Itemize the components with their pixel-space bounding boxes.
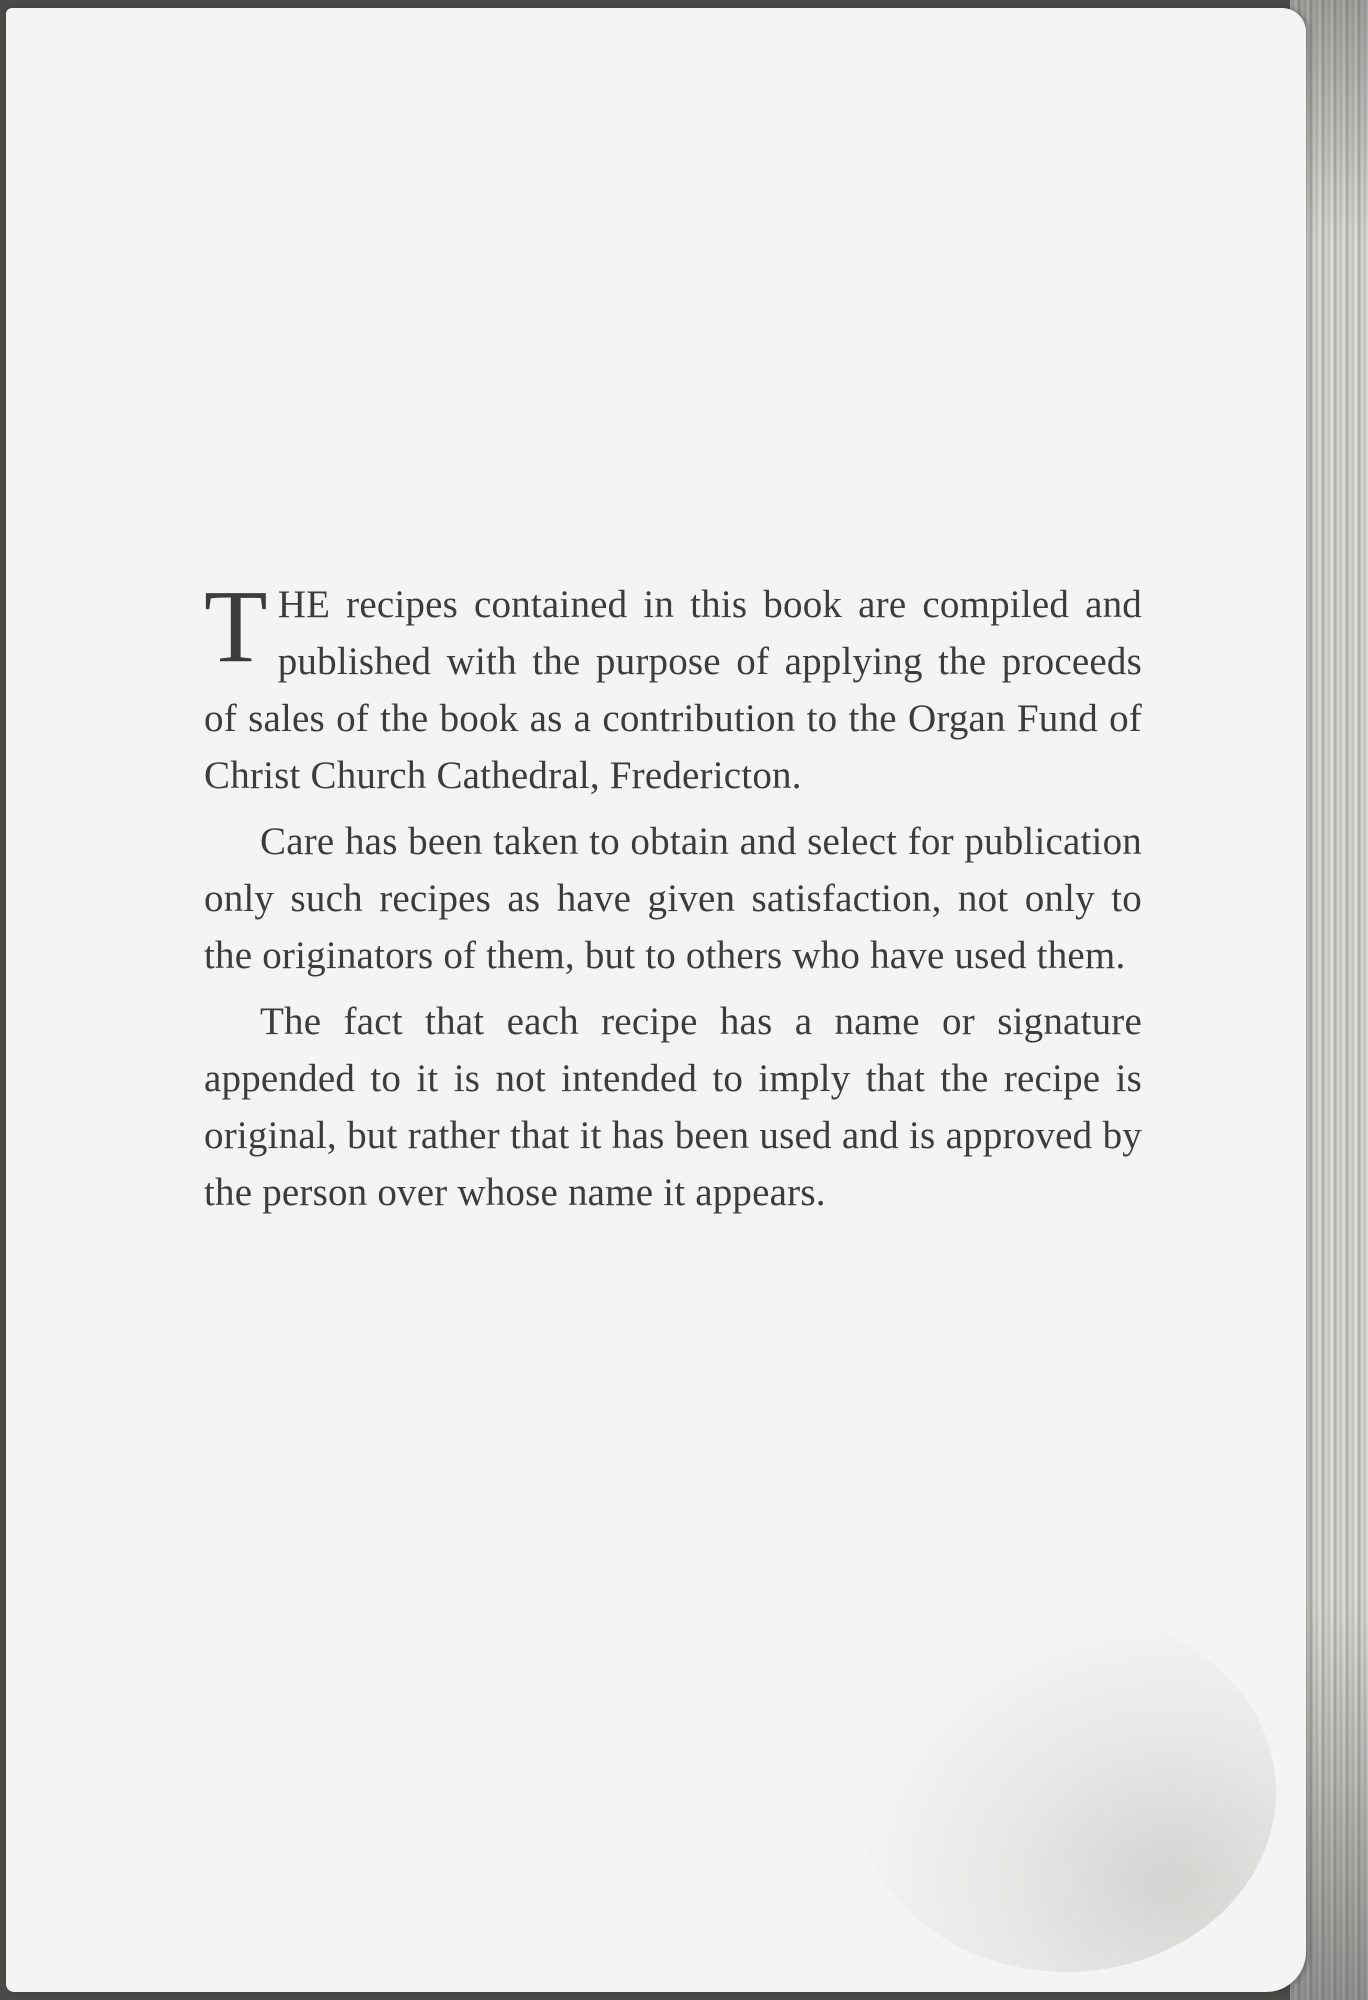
paragraph-3: The fact that each recipe has a name or signature appended to it is not intended to imply that the recipe is original, but rather that it has been used and is approved by the person over whose name it appears.	[204, 1000, 1142, 1214]
drop-cap: T	[204, 569, 268, 684]
page-stain	[856, 1612, 1276, 1972]
paragraph-1	[204, 569, 1142, 804]
preface-text	[204, 569, 1142, 1230]
paragraph-2: Care has been taken to obtain and select for publication only such recipes as have given satisfaction, not only to the originators of them, but to others who have used them.	[204, 820, 1142, 977]
book-page	[6, 8, 1306, 1992]
paragraph-1-text: HE recipes contained in this book are compiled and published with the purpose of applying the proceeds of sales of the book as a contribution to the Organ Fund of Christ Church Cathedral, Fredericton.	[204, 583, 1142, 797]
